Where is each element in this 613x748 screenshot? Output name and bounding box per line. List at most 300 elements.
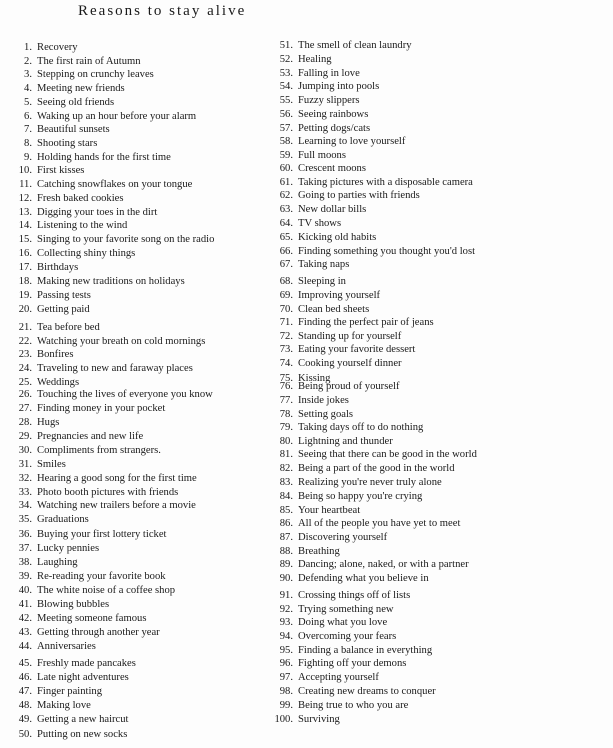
list-item-text: Traveling to new and faraway places	[37, 363, 193, 374]
list-item-number: 23.	[18, 349, 32, 360]
list-item-number: 38.	[18, 557, 32, 568]
list-item-text: Making love	[37, 700, 91, 711]
list-item-text: Cooking yourself dinner	[298, 358, 402, 369]
list-item-text: Taking days off to do nothing	[298, 422, 424, 433]
list-item-number-box	[0, 55, 32, 68]
list-item-number: 83.	[279, 477, 293, 488]
list-item-text: Breathing	[298, 546, 340, 557]
list-item-number: 31.	[18, 459, 32, 470]
list-item-number: 27.	[18, 403, 32, 414]
list-item-number-box	[260, 231, 293, 244]
list-item-number: 68.	[279, 276, 293, 287]
list-item-number-box	[260, 421, 293, 434]
list-item-text: The white noise of a coffee shop	[37, 585, 176, 596]
list-item-number-box	[0, 444, 32, 457]
list-item-text: Hearing a good song for the first time	[37, 473, 197, 484]
list-item-number: 9.	[24, 152, 32, 163]
list-item-number: 42.	[18, 613, 32, 624]
list-item-text: Full moons	[298, 150, 346, 161]
list-item-number: 69.	[279, 290, 293, 301]
list-item-text: New dollar bills	[298, 204, 367, 215]
list-item-text: Lucky pennies	[37, 543, 100, 554]
list-item-number-box	[260, 135, 293, 148]
list-item-number-box	[0, 206, 32, 219]
list-item-number-box	[260, 685, 293, 698]
list-item-number: 40.	[18, 585, 32, 596]
list-item-number: 89.	[279, 559, 293, 570]
list-item-number-box	[0, 362, 32, 375]
list-item-number: 28.	[18, 417, 32, 428]
list-item-number-box	[0, 261, 32, 274]
list-item-number-box	[0, 513, 32, 526]
list-item-text: Shooting stars	[37, 138, 98, 149]
list-item-text: Photo booth pictures with friends	[37, 487, 179, 498]
list-item-text: Seeing rainbows	[298, 109, 369, 120]
list-item-text: Taking naps	[298, 259, 350, 270]
list-item-number-box	[0, 321, 32, 334]
list-item-number: 94.	[279, 631, 293, 642]
list-item-number: 79.	[279, 422, 293, 433]
list-item-number-box	[260, 108, 293, 121]
list-column-left	[0, 0, 270, 748]
list-item-number: 95.	[279, 645, 293, 656]
list-item-number-box	[260, 517, 293, 530]
list-item-number: 46.	[18, 672, 32, 683]
list-item-number-box	[0, 303, 32, 316]
list-item-text: Doing what you love	[298, 617, 388, 628]
list-item-number-box	[0, 348, 32, 361]
list-item-number-box	[260, 149, 293, 162]
list-item-number: 8.	[24, 138, 32, 149]
list-item-text: Kissing	[298, 373, 331, 384]
list-item-number: 53.	[279, 68, 293, 79]
list-item-number: 85.	[279, 505, 293, 516]
list-item-number-box	[0, 626, 32, 639]
list-item-number-box	[260, 462, 293, 475]
list-item-number: 78.	[279, 409, 293, 420]
list-item-number-box	[260, 245, 293, 258]
list-item-number-box	[260, 67, 293, 80]
list-item-number-box	[260, 258, 293, 271]
list-item-number-box	[260, 80, 293, 93]
list-item-number: 65.	[279, 232, 293, 243]
list-item-number-box	[0, 528, 32, 541]
list-item-text: Clean bed sheets	[298, 304, 370, 315]
list-item-text: Finding the perfect pair of jeans	[298, 317, 434, 328]
list-item-number: 97.	[279, 672, 293, 683]
list-item-number: 41.	[18, 599, 32, 610]
list-item-number: 37.	[18, 543, 32, 554]
list-item-text: Kicking old habits	[298, 232, 377, 243]
list-item-text: Inside jokes	[298, 395, 349, 406]
list-item-number: 74.	[279, 358, 293, 369]
list-item-number: 19.	[18, 290, 32, 301]
list-item-number-box	[260, 630, 293, 643]
list-item-number-box	[260, 189, 293, 202]
list-item-number: 36.	[18, 529, 32, 540]
list-item-number-box	[0, 640, 32, 653]
list-item-number: 51.	[279, 40, 293, 51]
list-item-number: 100.	[274, 714, 293, 725]
list-item-number: 33.	[18, 487, 32, 498]
list-item-text: Crossing things off of lists	[298, 590, 411, 601]
list-item-number: 13.	[18, 207, 32, 218]
list-item-number-box	[0, 612, 32, 625]
list-item-number: 29.	[18, 431, 32, 442]
list-item-number-box	[0, 68, 32, 81]
list-item-text: Laughing	[37, 557, 78, 568]
list-item-text: All of the people you have yet to meet	[298, 518, 461, 529]
list-item-number: 86.	[279, 518, 293, 529]
list-item-number-box	[0, 82, 32, 95]
list-item-number: 39.	[18, 571, 32, 582]
list-item-number: 16.	[18, 248, 32, 259]
list-item-text: Collecting shiny things	[37, 248, 136, 259]
list-item-text: Freshly made pancakes	[37, 658, 136, 669]
list-item-text: Birthdays	[37, 262, 79, 273]
list-item-text: Hugs	[37, 417, 60, 428]
list-item-text: Beautiful sunsets	[37, 124, 110, 135]
list-item-number: 21.	[18, 322, 32, 333]
list-item-text: Getting through another year	[37, 627, 160, 638]
list-item-text: Finding a balance in everything	[298, 645, 433, 656]
list-item-number-box	[0, 671, 32, 684]
list-item-text: Finding something you thought you'd lost	[298, 246, 476, 257]
list-item-number: 20.	[18, 304, 32, 315]
list-item-text: Realizing you're never truly alone	[298, 477, 442, 488]
list-item-number-box	[260, 39, 293, 52]
list-item-number-box	[260, 531, 293, 544]
list-item-number: 80.	[279, 436, 293, 447]
list-item-text: Sleeping in	[298, 276, 346, 287]
list-item-number-box	[0, 178, 32, 191]
list-item-number-box	[260, 713, 293, 726]
list-item-number: 77.	[279, 395, 293, 406]
list-item-number-box	[0, 472, 32, 485]
list-item-number-box	[260, 435, 293, 448]
list-item-number: 2.	[24, 56, 32, 67]
list-item-text: Passing tests	[37, 290, 91, 301]
list-item-number: 48.	[18, 700, 32, 711]
list-item-number: 73.	[279, 344, 293, 355]
list-item-number-box	[260, 330, 293, 343]
list-item-text: Seeing old friends	[37, 97, 115, 108]
list-item-text: Lightning and thunder	[298, 436, 393, 447]
list-item-number-box	[260, 380, 293, 393]
list-item-text: Being proud of yourself	[298, 381, 400, 392]
list-item-text: The first rain of Autumn	[37, 56, 141, 67]
list-item-number-box	[260, 316, 293, 329]
list-item-number: 17.	[18, 262, 32, 273]
list-item-text: Surviving	[298, 714, 340, 725]
list-item-text: The smell of clean laundry	[298, 40, 412, 51]
list-item-number: 81.	[279, 449, 293, 460]
list-item-number-box	[0, 219, 32, 232]
list-item-number-box	[0, 137, 32, 150]
list-item-number: 6.	[24, 111, 32, 122]
list-item-number: 71.	[279, 317, 293, 328]
list-item-number: 32.	[18, 473, 32, 484]
list-item-number-box	[260, 616, 293, 629]
list-item-number-box	[0, 699, 32, 712]
list-item-text: Making new traditions on holidays	[37, 276, 185, 287]
list-item-number: 56.	[279, 109, 293, 120]
list-item-text: Falling in love	[298, 68, 360, 79]
list-item-text: Meeting new friends	[37, 83, 125, 94]
list-item-number: 90.	[279, 573, 293, 584]
document-title: Reasons to stay alive	[78, 3, 247, 19]
list-item-text: Watching new trailers before a movie	[37, 500, 196, 511]
list-item-text: Eating your favorite dessert	[298, 344, 416, 355]
list-item-number-box	[0, 499, 32, 512]
list-item-text: Overcoming your fears	[298, 631, 397, 642]
list-item-number: 60.	[279, 163, 293, 174]
list-item-number: 62.	[279, 190, 293, 201]
list-item-number-box	[260, 558, 293, 571]
list-item-number: 18.	[18, 276, 32, 287]
list-item-number-box	[0, 430, 32, 443]
list-item-text: Crescent moons	[298, 163, 366, 174]
list-item-number: 54.	[279, 81, 293, 92]
list-item-number-box	[260, 504, 293, 517]
list-item-text: Compliments from strangers.	[37, 445, 161, 456]
list-item-text: Going to parties with friends	[298, 190, 420, 201]
list-item-number: 22.	[18, 336, 32, 347]
list-item-text: Blowing bubbles	[37, 599, 110, 610]
list-item-number: 76.	[279, 381, 293, 392]
list-item-number: 57.	[279, 123, 293, 134]
list-item-number-box	[0, 685, 32, 698]
list-item-text: Holding hands for the first time	[37, 152, 171, 163]
list-item-text: Learning to love yourself	[298, 136, 406, 147]
list-item-number: 26.	[18, 389, 32, 400]
list-item-text: Anniversaries	[37, 641, 96, 652]
list-item-text: Smiles	[37, 459, 66, 470]
list-item-text: Fresh baked cookies	[37, 193, 124, 204]
list-item-text: Improving yourself	[298, 290, 381, 301]
list-item-number: 64.	[279, 218, 293, 229]
list-item-number: 15.	[18, 234, 32, 245]
list-item-number: 14.	[18, 220, 32, 231]
list-item-number-box	[0, 458, 32, 471]
list-item-text: Standing up for yourself	[298, 331, 402, 342]
list-item-text: Fuzzy slippers	[298, 95, 360, 106]
list-item-number-box	[260, 644, 293, 657]
list-item-text: Fighting off your demons	[298, 658, 407, 669]
list-item-number-box	[0, 728, 32, 741]
list-item-text: Touching the lives of everyone you know	[37, 389, 213, 400]
list-item-number-box	[0, 416, 32, 429]
list-item-number: 66.	[279, 246, 293, 257]
list-item-number-box	[260, 572, 293, 585]
list-item-text: Catching snowflakes on your tongue	[37, 179, 193, 190]
list-item-number: 34.	[18, 500, 32, 511]
list-item-number-box	[260, 53, 293, 66]
list-item-number-box	[0, 151, 32, 164]
list-item-number: 25.	[18, 377, 32, 388]
list-item-text: First kisses	[37, 165, 85, 176]
list-item-text: Being true to who you are	[298, 700, 409, 711]
list-item-text: Watching your breath on cold mornings	[37, 336, 206, 347]
list-item-number: 30.	[18, 445, 32, 456]
list-item-number: 72.	[279, 331, 293, 342]
list-item-number-box	[0, 96, 32, 109]
list-item-text: Bonfires	[37, 349, 74, 360]
list-item-text: Late night adventures	[37, 672, 129, 683]
list-item-number: 75.	[279, 373, 293, 384]
list-item-number-box	[0, 123, 32, 136]
list-item-text: TV shows	[298, 218, 342, 229]
list-item-number: 61.	[279, 177, 293, 188]
list-item-number-box	[260, 589, 293, 602]
list-item-number: 92.	[279, 604, 293, 615]
list-item-number: 88.	[279, 546, 293, 557]
list-item-number-box	[260, 476, 293, 489]
list-item-number-box	[0, 41, 32, 54]
list-item-text: Jumping into pools	[298, 81, 380, 92]
list-item-text: Finger painting	[37, 686, 103, 697]
list-item-number: 3.	[24, 69, 32, 80]
list-item-number-box	[260, 203, 293, 216]
list-item-number-box	[0, 388, 32, 401]
list-item-number-box	[260, 217, 293, 230]
list-item-text: Trying something new	[298, 604, 394, 615]
list-item-number: 52.	[279, 54, 293, 65]
list-item-number: 87.	[279, 532, 293, 543]
list-item-number: 43.	[18, 627, 32, 638]
list-item-number-box	[260, 657, 293, 670]
list-item-number: 4.	[24, 83, 32, 94]
list-item-text: Accepting yourself	[298, 672, 379, 683]
list-item-number: 98.	[279, 686, 293, 697]
list-item-number: 99.	[279, 700, 293, 711]
list-item-number: 70.	[279, 304, 293, 315]
list-item-text: Putting on new socks	[37, 729, 128, 740]
list-item-text: Digging your toes in the dirt	[37, 207, 158, 218]
list-item-number: 24.	[18, 363, 32, 374]
list-item-number-box	[260, 448, 293, 461]
list-item-number: 59.	[279, 150, 293, 161]
list-item-number-box	[260, 289, 293, 302]
list-item-number-box	[0, 275, 32, 288]
list-item-number: 82.	[279, 463, 293, 474]
list-item-text: Singing to your favorite song on the radio	[37, 234, 215, 245]
list-item-text: Getting paid	[37, 304, 90, 315]
list-item-number: 12.	[18, 193, 32, 204]
list-column-right	[260, 0, 613, 748]
list-item-number-box	[0, 164, 32, 177]
list-item-number-box	[0, 247, 32, 260]
list-item-number-box	[0, 233, 32, 246]
list-item-text: Weddings	[37, 377, 80, 388]
list-item-text: Seeing that there can be good in the world	[298, 449, 477, 460]
list-item-text: Healing	[298, 54, 332, 65]
list-item-number: 44.	[18, 641, 32, 652]
list-item-number-box	[260, 671, 293, 684]
list-item-number-box	[260, 122, 293, 135]
list-item-text: Re-reading your favorite book	[37, 571, 166, 582]
list-item-text: Defending what you believe in	[298, 573, 429, 584]
list-item-number: 84.	[279, 491, 293, 502]
list-item-text: Taking pictures with a disposable camera	[298, 177, 473, 188]
list-item-number: 35.	[18, 514, 32, 525]
list-item-number-box	[0, 110, 32, 123]
list-item-number-box	[260, 603, 293, 616]
list-item-number-box	[0, 598, 32, 611]
list-item-number-box	[260, 303, 293, 316]
list-item-text: Recovery	[37, 42, 78, 53]
list-item-number: 58.	[279, 136, 293, 147]
list-item-number-box	[0, 713, 32, 726]
list-item-number-box	[0, 584, 32, 597]
list-item-number: 50.	[18, 729, 32, 740]
list-item-text: Creating new dreams to conquer	[298, 686, 436, 697]
list-item-text: Setting goals	[298, 409, 354, 420]
list-item-number: 96.	[279, 658, 293, 669]
list-item-number-box	[0, 542, 32, 555]
list-item-text: Tea before bed	[37, 322, 100, 333]
list-item-number-box	[260, 699, 293, 712]
list-item-number-box	[0, 657, 32, 670]
list-item-text: Meeting someone famous	[37, 613, 147, 624]
list-item-text: Getting a new haircut	[37, 714, 129, 725]
list-item-number-box	[260, 94, 293, 107]
list-item-text: Graduations	[37, 514, 89, 525]
list-item-text: Listening to the wind	[37, 220, 128, 231]
list-item-number: 49.	[18, 714, 32, 725]
list-item-text: Buying your first lottery ticket	[37, 529, 167, 540]
list-item-text: Petting dogs/cats	[298, 123, 371, 134]
list-item-number-box	[260, 275, 293, 288]
list-item-number-box	[0, 335, 32, 348]
list-item-number: 7.	[24, 124, 32, 135]
list-item-number-box	[260, 176, 293, 189]
list-item-number-box	[260, 394, 293, 407]
list-item-text: Pregnancies and new life	[37, 431, 144, 442]
list-item-number-box	[260, 162, 293, 175]
list-item-number-box	[260, 343, 293, 356]
list-item-number: 63.	[279, 204, 293, 215]
list-item-number-box	[0, 556, 32, 569]
list-item-number: 45.	[18, 658, 32, 669]
list-item-number-box	[0, 402, 32, 415]
list-item-number-box	[0, 192, 32, 205]
list-item-number: 67.	[279, 259, 293, 270]
list-item-text: Discovering yourself	[298, 532, 388, 543]
list-item-number-box	[0, 289, 32, 302]
list-item-number: 1.	[24, 42, 32, 53]
list-item-number-box	[0, 570, 32, 583]
list-item-number: 5.	[24, 97, 32, 108]
list-item-text: Your heartbeat	[298, 505, 361, 516]
list-item-number: 11.	[19, 179, 32, 190]
list-item-text: Finding money in your pocket	[37, 403, 166, 414]
list-item-number-box	[260, 408, 293, 421]
list-item-number-box	[260, 545, 293, 558]
list-item-text: Being a part of the good in the world	[298, 463, 455, 474]
list-item-number: 47.	[18, 686, 32, 697]
list-item-number-box	[0, 486, 32, 499]
list-item-number: 55.	[279, 95, 293, 106]
list-item-number: 93.	[279, 617, 293, 628]
list-item-text: Waking up an hour before your alarm	[37, 111, 197, 122]
list-item-text: Being so happy you're crying	[298, 491, 423, 502]
list-item-text: Stepping on crunchy leaves	[37, 69, 154, 80]
list-item-text: Dancing; alone, naked, or with a partner	[298, 559, 469, 570]
list-item-number: 10.	[18, 165, 32, 176]
list-item-number-box	[260, 490, 293, 503]
list-item-number-box	[260, 357, 293, 370]
